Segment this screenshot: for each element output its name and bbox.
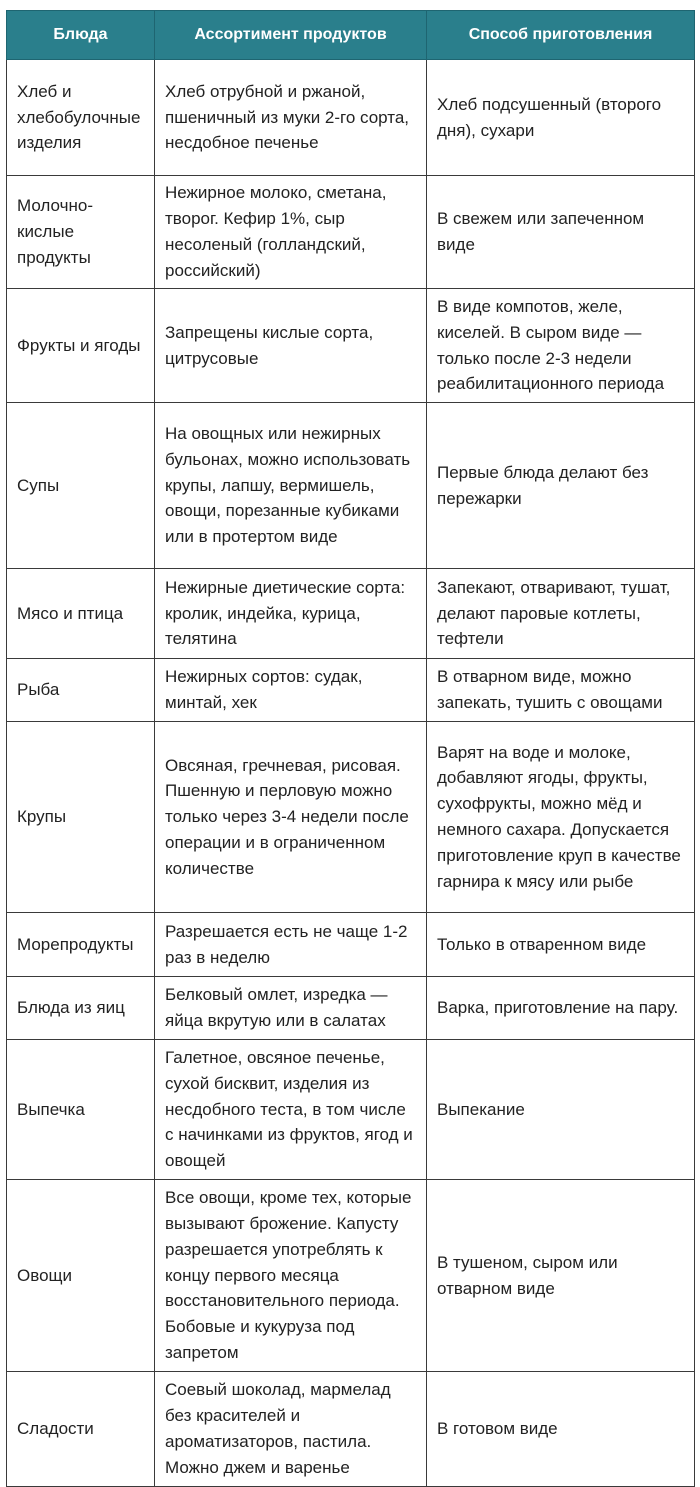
table-row: [7, 1040, 695, 1180]
diet-table-container: [6, 10, 696, 1487]
cell-products: Хлеб отрубной и ржаной, пшеничный из муки 2-го сорта, несдобное печенье: [155, 60, 427, 176]
diet-table: [6, 10, 695, 1487]
cell-dish: Морепродукты: [7, 913, 155, 977]
cell-dish: Овощи: [7, 1180, 155, 1372]
table-row: [7, 60, 695, 176]
cell-products: Соевый шоколад, мармелад без красителей и ароматизаторов, пастила. Можно джем и варенье: [155, 1372, 427, 1487]
cell-products: Галетное, овсяное печенье, сухой бисквит, изделия из несдобного теста, в том числе с начинками из фруктов, ягод и овощей: [155, 1040, 427, 1180]
cell-products: Запрещены кислые сорта, цитрусовые: [155, 289, 427, 403]
cell-dish: Блюда из яиц: [7, 977, 155, 1040]
table-row: [7, 913, 695, 977]
cell-dish: Мясо и птица: [7, 569, 155, 659]
table-row: [7, 1372, 695, 1487]
cell-dish: Выпечка: [7, 1040, 155, 1180]
cell-dish: Рыба: [7, 659, 155, 722]
cell-method: Запекают, отваривают, тушат, делают паровые котлеты, тефтели: [427, 569, 695, 659]
cell-dish: Сладости: [7, 1372, 155, 1487]
cell-method: В тушеном, сыром или отварном виде: [427, 1180, 695, 1372]
header-dishes: Блюда: [7, 11, 155, 60]
table-row: [7, 659, 695, 722]
cell-method: В готовом виде: [427, 1372, 695, 1487]
cell-products: Нежирных сортов: судак, минтай, хек: [155, 659, 427, 722]
cell-method: Хлеб подсушенный (второго дня), сухари: [427, 60, 695, 176]
cell-method: В виде компотов, желе, киселей. В сыром виде — только после 2-3 недели реабилитационного периода: [427, 289, 695, 403]
header-products: Ассортимент продуктов: [155, 11, 427, 60]
cell-products: Нежирное молоко, сметана, творог. Кефир 1%, сыр несоленый (голландский, российский): [155, 176, 427, 289]
cell-method: Варка, приготовление на пару.: [427, 977, 695, 1040]
cell-method: Первые блюда делают без пережарки: [427, 403, 695, 569]
table-row: [7, 403, 695, 569]
table-row: [7, 977, 695, 1040]
table-row: [7, 176, 695, 289]
table-row: [7, 722, 695, 913]
table-row: [7, 569, 695, 659]
cell-method: В отварном виде, можно запекать, тушить с овощами: [427, 659, 695, 722]
cell-dish: Молочно-кислые продукты: [7, 176, 155, 289]
table-row: [7, 1180, 695, 1372]
cell-products: Все овощи, кроме тех, которые вызывают брожение. Капусту разрешается употреблять к концу первого месяца восстановительного периода. Бобовые и кукуруза под запретом: [155, 1180, 427, 1372]
cell-dish: Супы: [7, 403, 155, 569]
cell-products: На овощных или нежирных бульонах, можно использовать крупы, лапшу, вермишель, овощи, порезанные кубиками или в протертом виде: [155, 403, 427, 569]
table-header-row: [7, 11, 695, 60]
cell-method: Варят на воде и молоке, добавляют ягоды, фрукты, сухофрукты, можно мёд и немного сахара. Допускается приготовление круп в качестве гарнира к мясу или рыбе: [427, 722, 695, 913]
cell-method: Выпекание: [427, 1040, 695, 1180]
cell-dish: Крупы: [7, 722, 155, 913]
header-method: Способ приготовления: [427, 11, 695, 60]
cell-products: Нежирные диетические сорта: кролик, индейка, курица, телятина: [155, 569, 427, 659]
cell-method: Только в отваренном виде: [427, 913, 695, 977]
table-row: [7, 289, 695, 403]
cell-method: В свежем или запеченном виде: [427, 176, 695, 289]
cell-dish: Фрукты и ягоды: [7, 289, 155, 403]
cell-products: Овсяная, гречневая, рисовая. Пшенную и перловую можно только через 3-4 недели после операции и в ограниченном количестве: [155, 722, 427, 913]
cell-dish: Хлеб и хлебобулочные изделия: [7, 60, 155, 176]
cell-products: Разрешается есть не чаще 1-2 раз в неделю: [155, 913, 427, 977]
cell-products: Белковый омлет, изредка — яйца вкрутую или в салатах: [155, 977, 427, 1040]
